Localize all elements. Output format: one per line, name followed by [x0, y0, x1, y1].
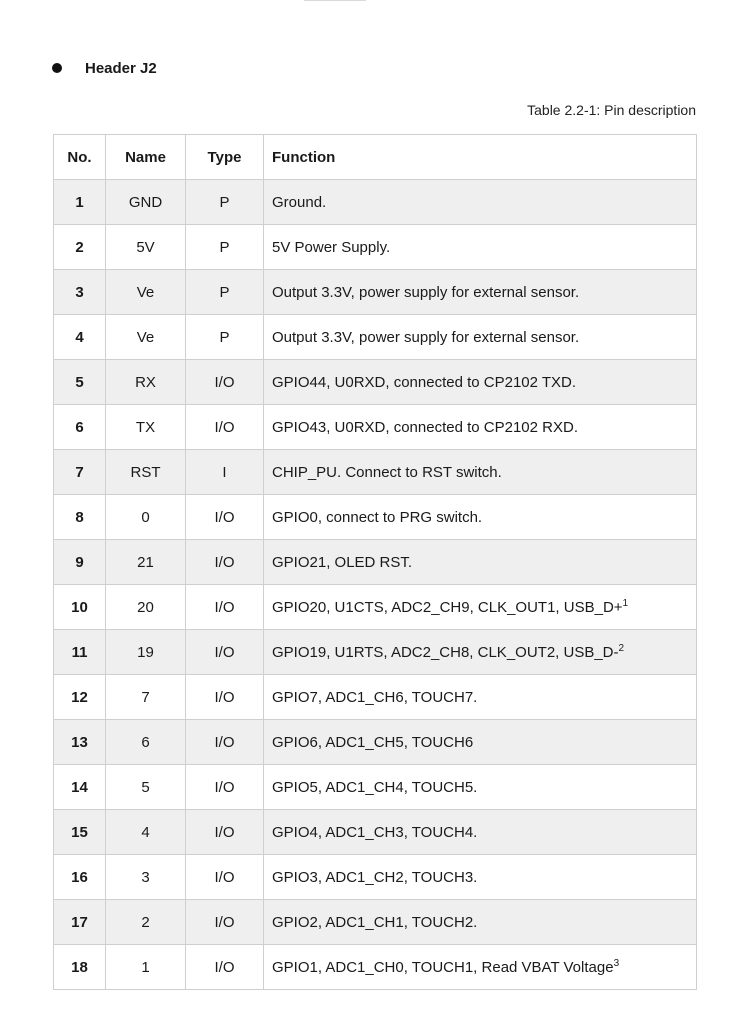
- pin-function-cell-text: GPIO21, OLED RST.: [272, 553, 413, 571]
- pin-number-cell-text: 5: [75, 373, 84, 391]
- pin-name-cell: [106, 765, 186, 810]
- pin-type-cell-text: I/O: [214, 913, 235, 931]
- pin-description-table: [53, 134, 697, 990]
- pin-type-cell-text: I/O: [214, 418, 235, 436]
- pin-name-cell-text: 6: [141, 733, 150, 751]
- pin-name-cell-text: Ve: [136, 328, 155, 346]
- pin-name-cell: [106, 495, 186, 540]
- table-row: [54, 540, 697, 585]
- pin-type-cell: [186, 270, 264, 315]
- pin-name-cell: [106, 630, 186, 675]
- pin-function-cell: [264, 720, 697, 765]
- pin-number-cell: [54, 315, 106, 360]
- pin-number-cell: [54, 945, 106, 990]
- table-row: [54, 630, 697, 675]
- pin-name-cell-text: Ve: [136, 283, 155, 301]
- pin-name-cell: [106, 720, 186, 765]
- table-row: [54, 720, 697, 765]
- pin-type-cell-text: P: [219, 238, 230, 256]
- pin-number-cell-text: 15: [71, 823, 88, 841]
- table-row: [54, 270, 697, 315]
- pin-function-cell: [264, 270, 697, 315]
- table-row: [54, 855, 697, 900]
- pin-number-cell-text: 9: [75, 553, 84, 571]
- pin-name-cell: [106, 810, 186, 855]
- pin-type-cell: [186, 315, 264, 360]
- table-row: [54, 585, 697, 630]
- pin-name-cell-text: GND: [128, 193, 163, 211]
- pin-function-cell: [264, 540, 697, 585]
- section-title: Header J2: [85, 59, 157, 77]
- pin-function-cell: [264, 225, 697, 270]
- pin-number-cell: [54, 720, 106, 765]
- pin-number-cell: [54, 360, 106, 405]
- pin-number-cell: [54, 855, 106, 900]
- pin-number-cell-text: 11: [71, 643, 88, 661]
- pin-type-cell: [186, 360, 264, 405]
- pin-name-cell: [106, 225, 186, 270]
- header-name: Name: [106, 135, 186, 180]
- pin-name-cell: [106, 585, 186, 630]
- pin-function-cell: [264, 360, 697, 405]
- pin-type-cell: [186, 405, 264, 450]
- pin-type-cell: [186, 630, 264, 675]
- pin-type-cell: [186, 810, 264, 855]
- top-divider: [304, 0, 366, 1]
- pin-number-cell-text: 4: [75, 328, 84, 346]
- pin-function-cell-text: Output 3.3V, power supply for external sensor.: [272, 328, 580, 346]
- pin-type-cell-text: P: [219, 193, 230, 211]
- table-row: [54, 360, 697, 405]
- pin-type-cell: [186, 675, 264, 720]
- pin-type-cell-text: P: [219, 328, 230, 346]
- table-row: [54, 765, 697, 810]
- pin-name-cell: [106, 450, 186, 495]
- pin-type-cell-text: I/O: [214, 553, 235, 571]
- pin-name-cell-text: 21: [137, 553, 154, 571]
- pin-type-cell-text: I/O: [214, 868, 235, 886]
- pin-name-cell-text: 2: [141, 913, 150, 931]
- pin-function-cell-text: GPIO5, ADC1_CH4, TOUCH5.: [272, 778, 478, 796]
- pin-number-cell-text: 2: [75, 238, 84, 256]
- pin-name-cell-text: 19: [137, 643, 154, 661]
- pin-name-cell: [106, 540, 186, 585]
- pin-function-cell-text: GPIO43, U0RXD, connected to CP2102 RXD.: [272, 418, 578, 436]
- pin-function-cell-text: GPIO6, ADC1_CH5, TOUCH6: [272, 733, 474, 751]
- pin-function-cell: [264, 495, 697, 540]
- pin-number-cell: [54, 495, 106, 540]
- pin-function-cell-text: GPIO44, U0RXD, connected to CP2102 TXD.: [272, 373, 577, 391]
- pin-name-cell: [106, 900, 186, 945]
- table-caption: Table 2.2-1: Pin description: [527, 102, 696, 118]
- pin-number-cell-text: 16: [71, 868, 88, 886]
- pin-function-cell: [264, 675, 697, 720]
- pin-function-cell-text: GPIO19, U1RTS, ADC2_CH8, CLK_OUT2, USB_D-: [272, 643, 619, 661]
- pin-type-cell: [186, 945, 264, 990]
- pin-name-cell: [106, 855, 186, 900]
- pin-type-cell: [186, 855, 264, 900]
- pin-function-cell-text: GPIO2, ADC1_CH1, TOUCH2.: [272, 913, 478, 931]
- pin-number-cell-text: 6: [75, 418, 84, 436]
- pin-function-cell-text: GPIO0, connect to PRG switch.: [272, 508, 483, 526]
- table-row: [54, 900, 697, 945]
- pin-name-cell: [106, 360, 186, 405]
- pin-name-cell-text: 5: [141, 778, 150, 796]
- pin-type-cell: [186, 225, 264, 270]
- table-row: [54, 315, 697, 360]
- pin-type-cell-text: I/O: [214, 373, 235, 391]
- pin-number-cell: [54, 765, 106, 810]
- pin-number-cell-text: 18: [71, 958, 88, 976]
- footnote-marker: 1: [622, 597, 629, 609]
- pin-number-cell: [54, 900, 106, 945]
- pin-number-cell: [54, 270, 106, 315]
- pin-number-cell-text: 3: [75, 283, 84, 301]
- pin-function-cell: [264, 405, 697, 450]
- pin-name-cell-text: 1: [141, 958, 150, 976]
- pin-type-cell-text: P: [219, 283, 230, 301]
- table-header-row: [54, 135, 697, 180]
- pin-type-cell-text: I/O: [214, 778, 235, 796]
- pin-type-cell: [186, 900, 264, 945]
- pin-type-cell: [186, 450, 264, 495]
- pin-type-cell-text: I/O: [214, 688, 235, 706]
- pin-number-cell-text: 7: [75, 463, 84, 481]
- pin-name-cell-text: 20: [137, 598, 154, 616]
- pin-type-cell-text: I/O: [214, 643, 235, 661]
- pin-number-cell-text: 8: [75, 508, 84, 526]
- pin-name-cell: [106, 180, 186, 225]
- pin-function-cell: [264, 810, 697, 855]
- pin-number-cell-text: 17: [71, 913, 88, 931]
- pin-name-cell-text: 4: [141, 823, 150, 841]
- pin-name-cell: [106, 405, 186, 450]
- header-function: Function: [264, 135, 697, 180]
- pin-function-cell-text: CHIP_PU. Connect to RST switch.: [272, 463, 502, 481]
- pin-number-cell: [54, 180, 106, 225]
- header-no: No.: [54, 135, 106, 180]
- pin-type-cell: [186, 765, 264, 810]
- pin-type-cell-text: I: [222, 463, 227, 481]
- bullet-icon: [52, 63, 62, 73]
- table-row: [54, 225, 697, 270]
- pin-type-cell: [186, 720, 264, 765]
- pin-number-cell-text: 1: [75, 193, 84, 211]
- table-row: [54, 450, 697, 495]
- pin-type-cell: [186, 540, 264, 585]
- pin-number-cell: [54, 405, 106, 450]
- pin-number-cell-text: 13: [71, 733, 88, 751]
- pin-type-cell-text: I/O: [214, 733, 235, 751]
- footnote-marker: 3: [613, 957, 620, 969]
- pin-type-cell-text: I/O: [214, 508, 235, 526]
- pin-type-cell: [186, 495, 264, 540]
- header-type: Type: [186, 135, 264, 180]
- pin-type-cell-text: I/O: [214, 823, 235, 841]
- pin-number-cell: [54, 225, 106, 270]
- pin-function-cell: [264, 450, 697, 495]
- pin-function-cell-text: GPIO7, ADC1_CH6, TOUCH7.: [272, 688, 478, 706]
- pin-number-cell: [54, 810, 106, 855]
- pin-name-cell-text: RST: [130, 463, 161, 481]
- pin-type-cell: [186, 585, 264, 630]
- pin-number-cell-text: 14: [71, 778, 88, 796]
- table-row: [54, 180, 697, 225]
- pin-function-cell: [264, 900, 697, 945]
- pin-name-cell-text: 0: [141, 508, 150, 526]
- table-row: [54, 675, 697, 720]
- pin-name-cell: [106, 270, 186, 315]
- pin-function-cell: [264, 630, 697, 675]
- table-row: [54, 810, 697, 855]
- table-body: [54, 180, 697, 990]
- pin-function-cell: [264, 765, 697, 810]
- pin-function-cell: [264, 855, 697, 900]
- pin-function-cell: [264, 585, 697, 630]
- table-row: [54, 945, 697, 990]
- pin-function-cell: [264, 945, 697, 990]
- pin-number-cell-text: 12: [71, 688, 88, 706]
- pin-number-cell: [54, 540, 106, 585]
- pin-type-cell-text: I/O: [214, 958, 235, 976]
- pin-name-cell: [106, 315, 186, 360]
- pin-function-cell: [264, 180, 697, 225]
- pin-function-cell-text: Ground.: [272, 193, 327, 211]
- pin-name-cell-text: 7: [141, 688, 150, 706]
- pin-function-cell: [264, 315, 697, 360]
- table-row: [54, 405, 697, 450]
- pin-number-cell: [54, 585, 106, 630]
- pin-function-cell-text: GPIO3, ADC1_CH2, TOUCH3.: [272, 868, 478, 886]
- pin-function-cell-text: GPIO4, ADC1_CH3, TOUCH4.: [272, 823, 478, 841]
- footnote-marker: 2: [618, 642, 625, 654]
- pin-number-cell: [54, 630, 106, 675]
- pin-function-cell-text: GPIO1, ADC1_CH0, TOUCH1, Read VBAT Voltage: [272, 958, 614, 976]
- section-heading: [52, 56, 157, 80]
- pin-type-cell-text: I/O: [214, 598, 235, 616]
- pin-number-cell: [54, 675, 106, 720]
- pin-name-cell: [106, 945, 186, 990]
- pin-number-cell-text: 10: [71, 598, 88, 616]
- pin-name-cell-text: 5V: [136, 238, 155, 256]
- pin-name-cell-text: 3: [141, 868, 150, 886]
- pin-function-cell-text: GPIO20, U1CTS, ADC2_CH9, CLK_OUT1, USB_D+: [272, 598, 623, 616]
- pin-name-cell: [106, 675, 186, 720]
- pin-name-cell-text: TX: [135, 418, 156, 436]
- table-row: [54, 495, 697, 540]
- pin-function-cell-text: 5V Power Supply.: [272, 238, 391, 256]
- pin-number-cell: [54, 450, 106, 495]
- pin-function-cell-text: Output 3.3V, power supply for external sensor.: [272, 283, 580, 301]
- pin-name-cell-text: RX: [135, 373, 156, 391]
- pin-type-cell: [186, 180, 264, 225]
